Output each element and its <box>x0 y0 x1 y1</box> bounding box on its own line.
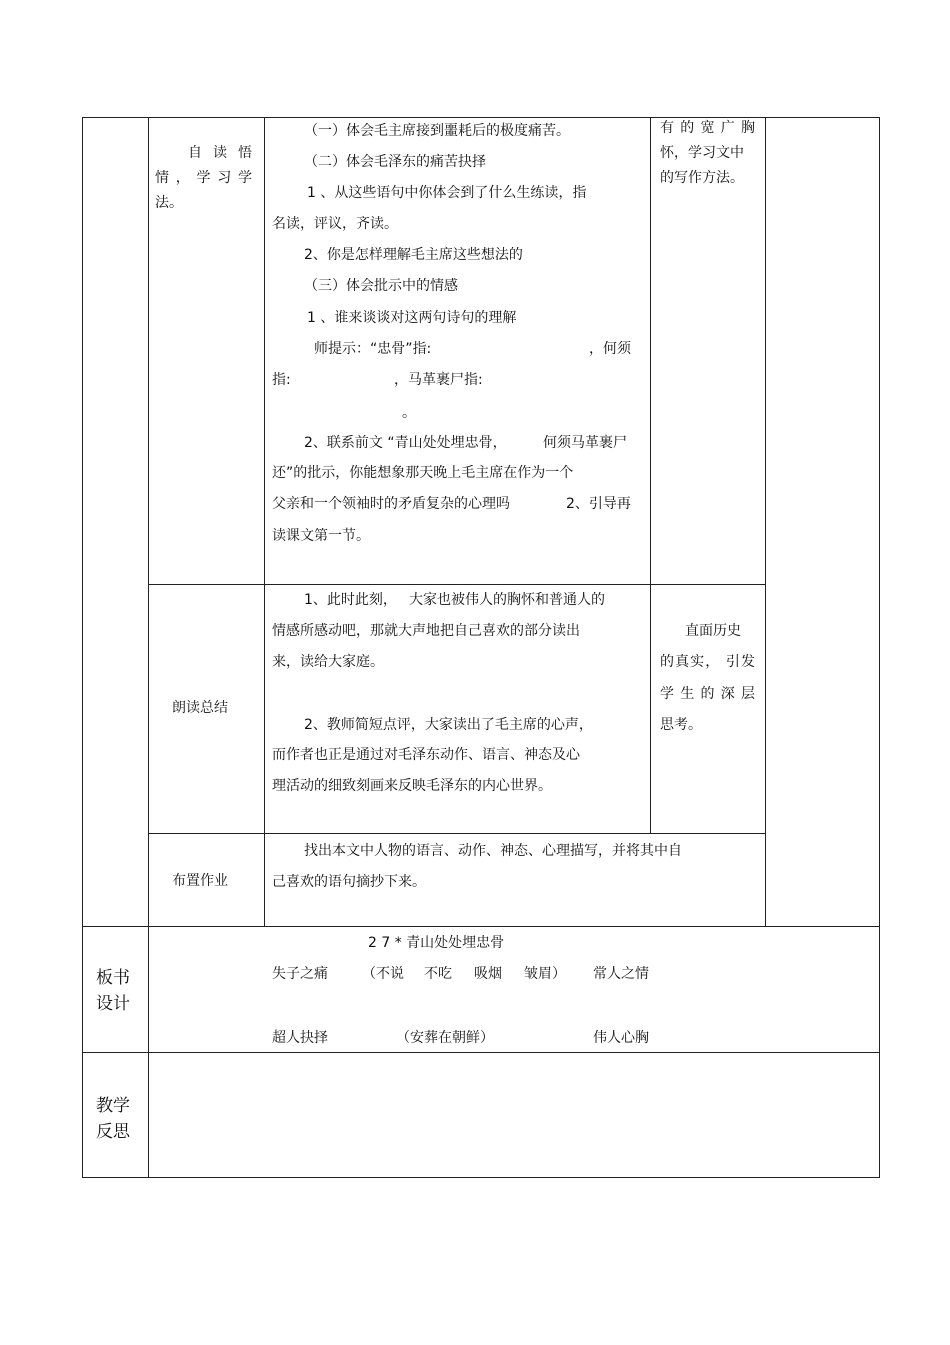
self-read-line-4: 名读，评议，齐读。 <box>272 216 398 232</box>
row-divider-1 <box>148 584 765 585</box>
self-read-line-8b: ，何须 <box>589 341 631 357</box>
summary-intent-2: 的真实， 引发 <box>660 654 755 670</box>
board-row1-item-5: 皱眉） <box>524 966 566 982</box>
col-divider-2 <box>264 117 265 927</box>
row-divider-2 <box>148 833 765 834</box>
self-read-line-9a: 指: <box>272 372 291 388</box>
reading-summary-label: 朗读总结 <box>172 700 228 716</box>
summary-intent-1: 直面历史 <box>685 623 741 639</box>
self-read-intent-2: 怀，学习文中 <box>660 145 744 161</box>
summary-intent-3: 学 生 的 深 层 <box>660 686 755 702</box>
board-row1-item-3: 不吃 <box>424 966 452 982</box>
summary-intent-4: 思考。 <box>660 717 702 733</box>
summary-line-2: 情感所感动吧，那就大声地把自己喜欢的部分读出 <box>272 623 580 639</box>
self-read-line-10: 。 <box>402 405 416 421</box>
row-divider-3 <box>82 926 879 927</box>
board-row1-item-4: 吸烟 <box>474 966 502 982</box>
summary-line-1b: 大家也被伟人的胸怀和普通人的 <box>409 592 605 608</box>
self-read-line-13b: 2、引导再 <box>566 496 631 512</box>
homework-label: 布置作业 <box>172 873 228 889</box>
self-read-intent-3: 的写作方法。 <box>660 170 744 186</box>
self-read-line-14: 读课文第一节。 <box>272 528 370 544</box>
col-divider-1 <box>148 117 149 1178</box>
self-read-line-3: 1 、从这些语句中你体会到了什么生练读，指 <box>307 185 587 201</box>
self-read-line-11a: 2、联系前文 “青山处处埋忠骨， <box>304 435 507 451</box>
self-read-line-12: 还”的批示，你能想象那天晚上毛主席在作为一个 <box>272 465 574 481</box>
self-read-line-13a: 父亲和一个领袖时的矛盾复杂的心理吗 <box>272 496 510 512</box>
self-read-line-8a: 师提示：“忠骨”指: <box>314 341 432 357</box>
row-divider-4 <box>82 1052 879 1053</box>
self-read-label-3: 法。 <box>155 195 183 211</box>
col-divider-3 <box>650 117 651 834</box>
self-read-line-9b: ，马革裹尸指: <box>394 372 483 388</box>
table-bottom-border <box>82 1177 879 1178</box>
self-read-line-5: 2、你是怎样理解毛主席这些想法的 <box>304 247 523 263</box>
table-top-border <box>82 117 879 118</box>
board-row1-item-1: 失子之痛 <box>272 966 328 982</box>
summary-line-4: 2、教师简短点评，大家读出了毛主席的心声， <box>304 717 593 733</box>
reflection-label-1: 教学 <box>96 1096 130 1116</box>
col-divider-4 <box>765 117 766 927</box>
self-read-line-11b: 何须马革裹尸 <box>543 435 627 451</box>
reflection-label-2: 反思 <box>96 1122 130 1142</box>
board-row1-item-6: 常人之情 <box>593 966 649 982</box>
board-row2-item-1: 超人抉择 <box>272 1030 328 1046</box>
board-title: 2 7 * 青山处处埋忠骨 <box>368 935 505 951</box>
summary-line-3: 来，读给大家庭。 <box>272 654 384 670</box>
board-row1-item-2: （不说 <box>362 966 404 982</box>
table-right-border <box>879 117 880 1178</box>
self-read-label-2: 情 ， 学 习 学 <box>155 170 252 186</box>
table-left-border <box>82 117 83 1178</box>
board-design-label-1: 板书 <box>96 968 130 988</box>
board-design-label-2: 设计 <box>96 994 130 1014</box>
summary-line-5: 而作者也正是通过对毛泽东动作、语言、神态及心 <box>272 747 580 763</box>
summary-line-1a: 1、此时此刻， <box>304 592 397 608</box>
self-read-intent-1: 有 的 宽 广 胸 <box>660 120 755 136</box>
homework-line-2: 己喜欢的语句摘抄下来。 <box>272 874 426 890</box>
board-row2-item-2: （安葬在朝鲜） <box>396 1030 494 1046</box>
self-read-line-6: （三）体会批示中的情感 <box>304 278 458 294</box>
homework-line-1: 找出本文中人物的语言、动作、神态、心理描写，并将其中自 <box>304 843 682 859</box>
self-read-line-7: 1 、谁来谈谈对这两句诗句的理解 <box>307 310 517 326</box>
self-read-label-1: 自 读 悟 <box>188 145 252 161</box>
self-read-line-2: （二）体会毛泽东的痛苦抉择 <box>304 154 486 170</box>
board-row2-item-3: 伟人心胸 <box>593 1030 649 1046</box>
self-read-line-1: （一）体会毛主席接到噩耗后的极度痛苦。 <box>304 123 570 139</box>
summary-line-6: 理活动的细致刻画来反映毛泽东的内心世界。 <box>272 778 552 794</box>
